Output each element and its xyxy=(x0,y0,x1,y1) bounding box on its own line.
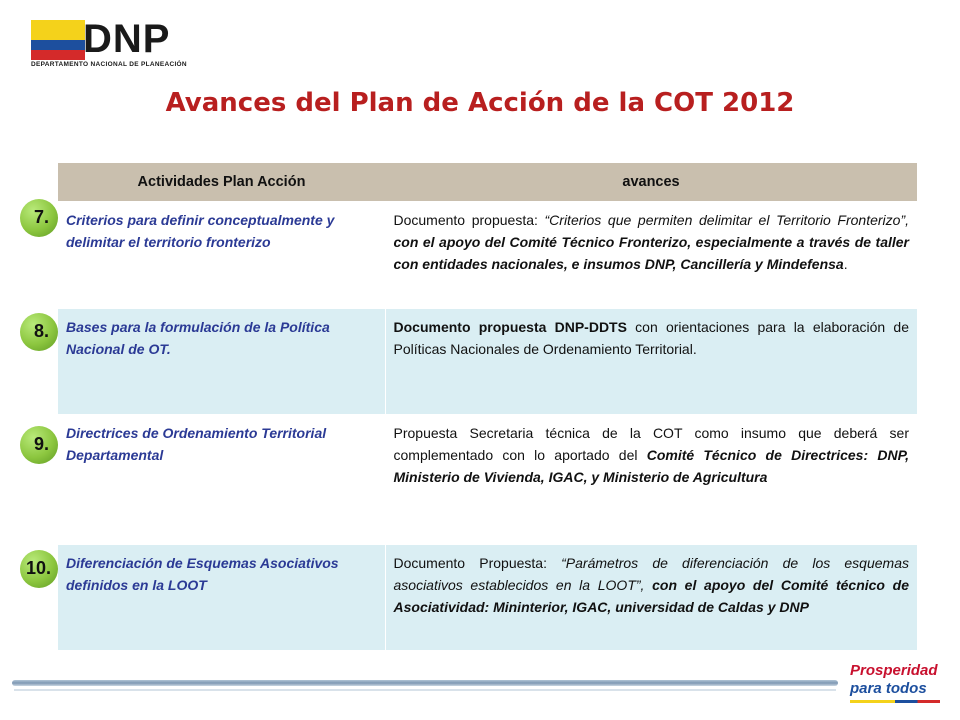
action-plan-table xyxy=(58,163,917,650)
activity-cell: Criterios para definir conceptualmente y delimitar el territorio fronterizo xyxy=(58,202,385,309)
item-number: 8. xyxy=(34,321,50,341)
item-number-badge xyxy=(20,313,58,351)
table-header-row xyxy=(58,163,917,202)
logo-subtitle: DEPARTAMENTO NACIONAL DE PLANEACIÓN xyxy=(31,61,187,68)
item-number: 7. xyxy=(34,207,50,227)
footer-divider-shadow xyxy=(14,689,836,691)
table-row xyxy=(58,545,917,651)
logo-wordmark: DNP xyxy=(83,17,171,61)
item-number-badge xyxy=(20,426,58,464)
progress-text-segment: “Parámetros de diferenciación de los esquemas asociativos establecidos en la LOOT”, xyxy=(393,555,909,593)
item-number: 9. xyxy=(34,434,50,454)
progress-text-segment: . xyxy=(843,256,848,272)
progress-text-segment: Comité Técnico de Directrices: DNP, Ministerio de Vivienda, IGAC, y Ministerio de Agricultura xyxy=(393,447,910,485)
progress-text-segment: con el apoyo del Comité técnico de Asociatividad: Mininterior, IGAC, universidad de Caldas y DNP xyxy=(393,577,909,615)
page-title: Avances del Plan de Acción de la COT 2012 xyxy=(165,88,795,118)
progress-text-segment: Documento Propuesta: xyxy=(393,555,562,571)
prosperidad-logo xyxy=(850,660,946,704)
progress-cell xyxy=(385,415,917,545)
dnp-logo xyxy=(25,17,187,72)
colombia-flag-icon xyxy=(31,20,85,60)
brand-flag-bar xyxy=(850,700,940,703)
progress-text-segment: Documento propuesta DNP-DDTS xyxy=(393,319,627,335)
table-row xyxy=(58,415,917,545)
activity-cell: Directrices de Ordenamiento Territorial Departamental xyxy=(58,415,385,545)
activity-cell: Diferenciación de Esquemas Asociativos definidos en la LOOT xyxy=(58,545,385,651)
item-number-badge xyxy=(20,550,58,588)
header-activities: Actividades Plan Acción xyxy=(58,163,385,202)
item-number-badge xyxy=(20,199,58,237)
brand-line-2: para todos xyxy=(850,680,927,697)
footer-divider xyxy=(12,680,838,686)
item-number: 10. xyxy=(26,558,52,578)
table-row xyxy=(58,202,917,309)
progress-text-segment: Documento propuesta: xyxy=(393,212,545,228)
activity-cell: Bases para la formulación de la Política Nacional de OT. xyxy=(58,309,385,415)
brand-line-1: Prosperidad xyxy=(850,662,938,679)
header-progress: avances xyxy=(385,163,917,202)
table-row xyxy=(58,309,917,415)
progress-cell xyxy=(385,309,917,415)
progress-text-segment: Propuesta Secretaria técnica de la COT como insumo que deberá ser complementado con lo aportado del xyxy=(393,425,909,463)
progress-text-segment: con el apoyo del Comité Técnico Fronterizo, especialmente a través de taller con entidades nacionales, e insumos DNP, Cancillería y Mindefensa xyxy=(393,234,909,272)
progress-cell xyxy=(385,202,917,309)
progress-cell xyxy=(385,545,917,651)
progress-text-segment: con orientaciones para la elaboración de Políticas Nacionales de Ordenamiento Territorial. xyxy=(393,319,909,357)
progress-text-segment: “Criterios que permiten delimitar el Territorio Fronterizo”, xyxy=(544,212,909,228)
